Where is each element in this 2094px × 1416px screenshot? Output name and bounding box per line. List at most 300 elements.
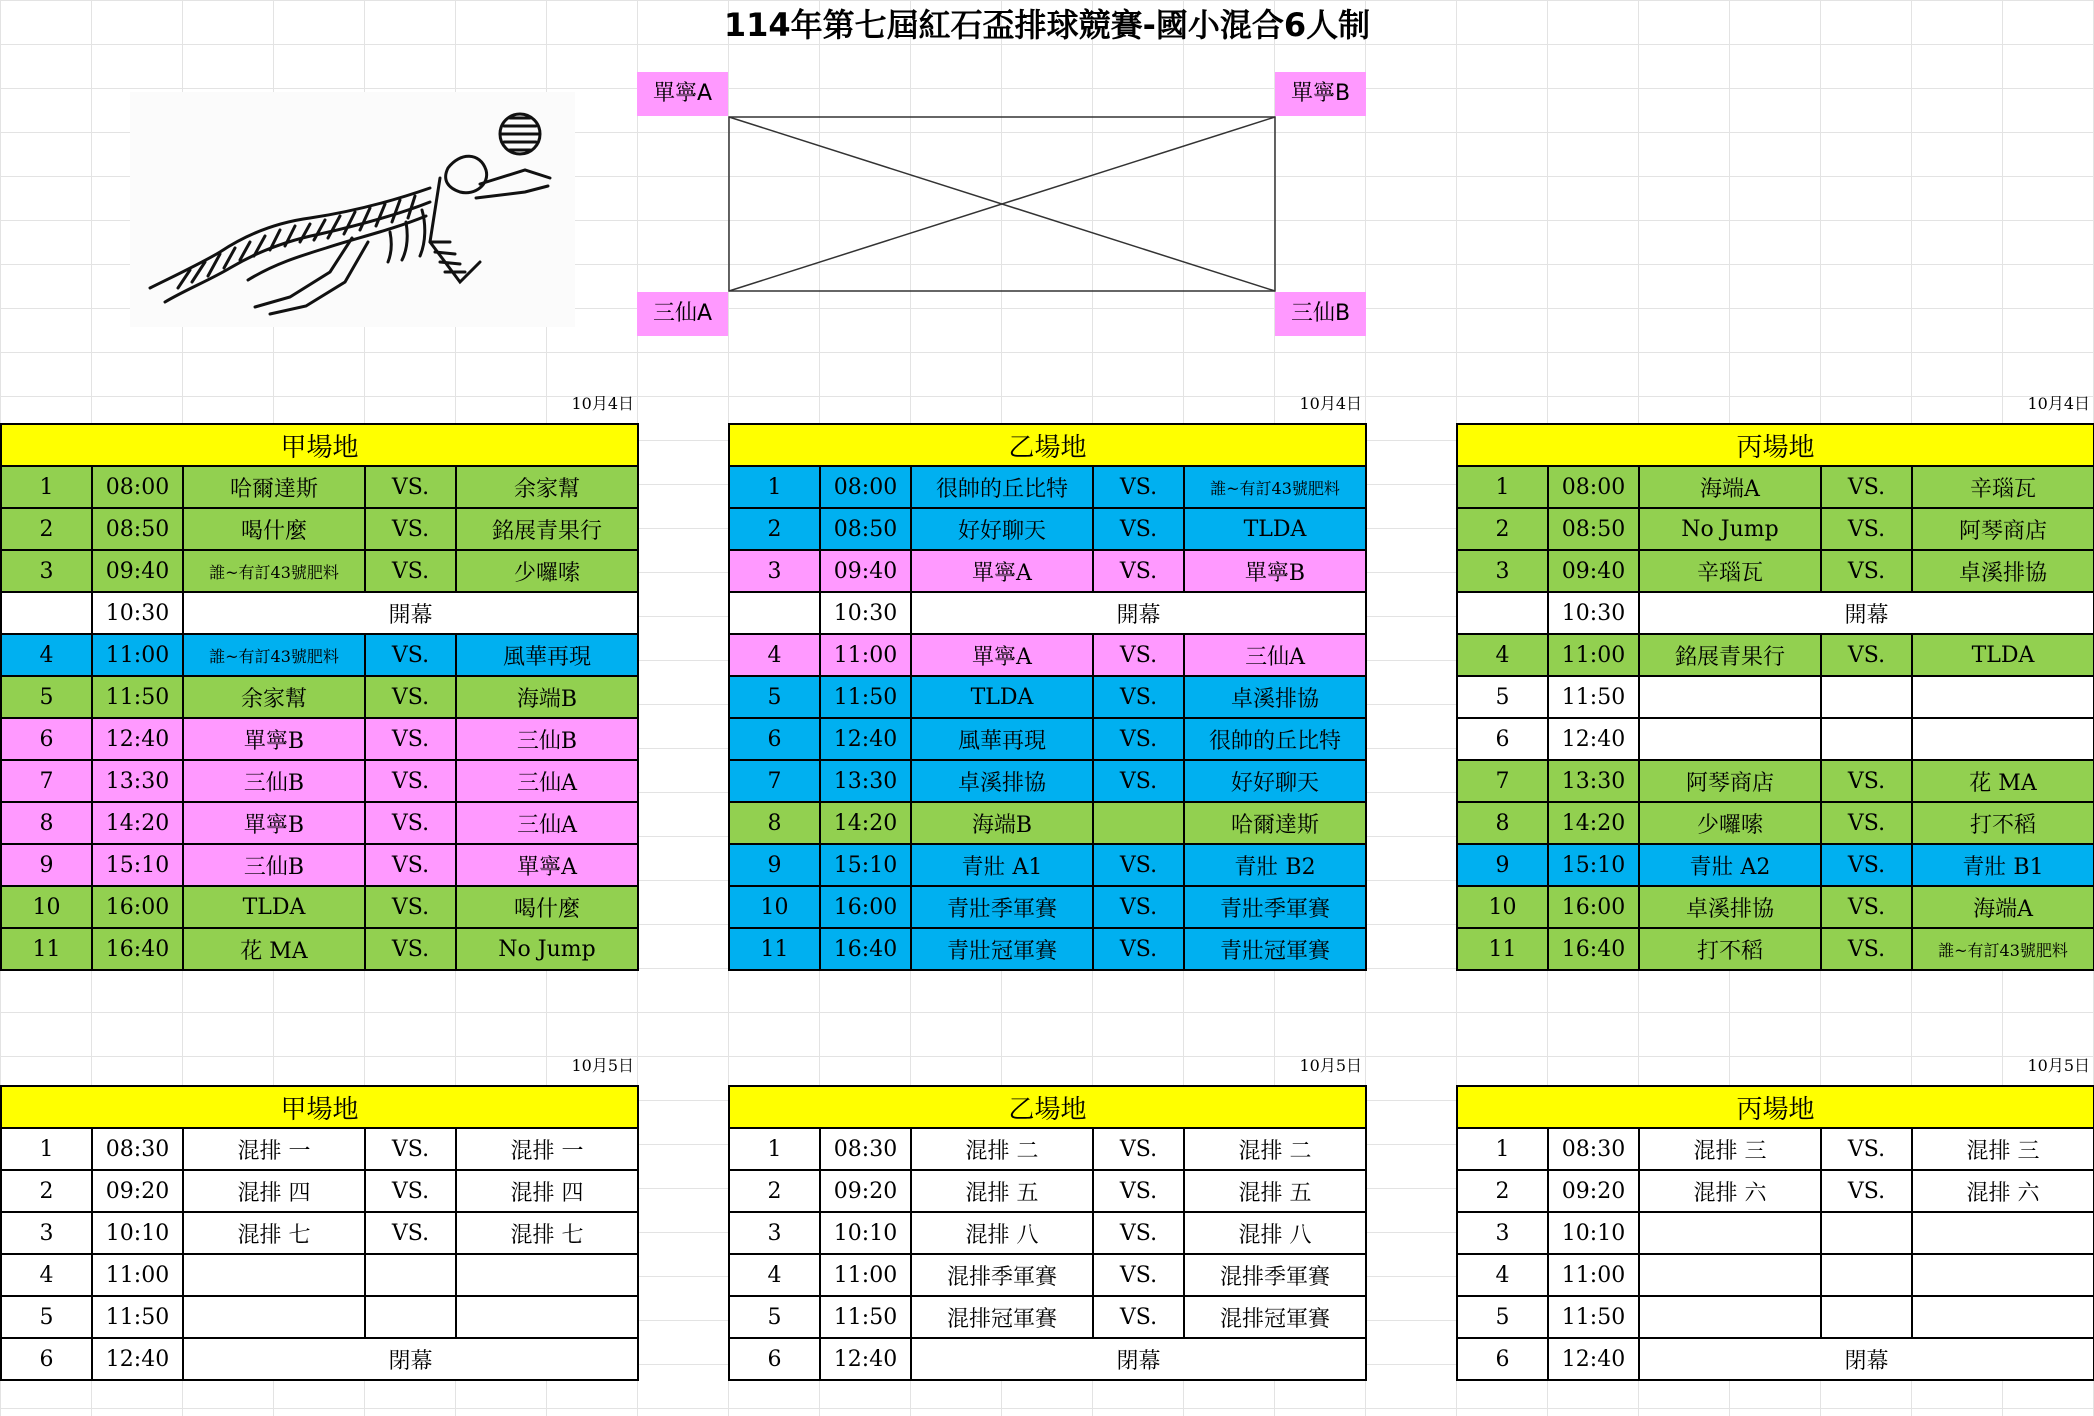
venue-title: 丙場地 [1457,1086,2094,1128]
match-row [1457,1338,2094,1380]
match-number: 2 [729,508,820,550]
match-time: 14:20 [92,802,183,844]
match-time: 16:00 [92,886,183,928]
match-number: 1 [1,466,92,508]
match-time: 13:30 [820,760,911,802]
match-row [1457,1296,2094,1338]
versus-label: VS. [365,1170,456,1212]
match-number: 1 [1457,466,1548,508]
versus-label: VS. [1821,760,1912,802]
versus-label: VS. [1093,1254,1184,1296]
team-a: 混排季軍賽 [911,1254,1093,1296]
team-b: 花 MA [1912,760,2094,802]
team-b: 哈爾達斯 [1184,802,1366,844]
match-number: 2 [1,508,92,550]
versus-label: VS. [1093,1212,1184,1254]
match-row [729,844,1366,886]
match-number [729,592,820,634]
match-time: 08:00 [92,466,183,508]
match-time: 12:40 [1548,1338,1639,1380]
volleyball-player-icon [130,92,575,327]
team-a: 很帥的丘比特 [911,466,1093,508]
match-time: 15:10 [1548,844,1639,886]
match-row [1,1128,638,1170]
match-number: 1 [1,1128,92,1170]
team-b [1912,1296,2094,1338]
venue-header-row [1,1086,638,1128]
day1-court-3-schedule-table [1456,423,2094,971]
team-a [1639,1254,1821,1296]
team-b: 青壯 B2 [1184,844,1366,886]
venue-header-row [1457,424,2094,466]
team-b [1912,718,2094,760]
match-number: 2 [1,1170,92,1212]
match-number [1,592,92,634]
versus-label: VS. [1821,844,1912,886]
match-time: 16:00 [1548,886,1639,928]
match-number: 9 [1457,844,1548,886]
match-number: 4 [1,1254,92,1296]
match-row [1457,550,2094,592]
match-time: 15:10 [92,844,183,886]
ceremony-label: 開幕 [1639,592,2094,634]
round-robin-bracket-diagram [728,116,1276,292]
team-a: 單寧B [183,802,365,844]
team-a [1639,718,1821,760]
match-row [729,1254,1366,1296]
venue-header-row [1457,1086,2094,1128]
match-number: 6 [729,718,820,760]
team-a: 辛瑙瓦 [1639,550,1821,592]
match-row [1457,760,2094,802]
versus-label: VS. [1093,676,1184,718]
date-label-day1-court1: 10月4日 [571,394,634,413]
team-a: 海端B [911,802,1093,844]
team-a: 銘展青果行 [1639,634,1821,676]
match-number: 10 [729,886,820,928]
match-number: 3 [1,1212,92,1254]
versus-label: VS. [1093,928,1184,970]
team-a: 三仙B [183,760,365,802]
team-a: 混排 五 [911,1170,1093,1212]
match-time: 09:40 [92,550,183,592]
match-row [1,928,638,970]
bracket-team-top-right: 單寧B [1275,72,1366,116]
team-a: 混排冠軍賽 [911,1296,1093,1338]
match-time: 11:50 [820,676,911,718]
team-a: 青壯冠軍賽 [911,928,1093,970]
match-row [1,802,638,844]
team-b: 混排 六 [1912,1170,2094,1212]
match-time: 11:00 [820,1254,911,1296]
versus-label: VS. [365,1128,456,1170]
team-a: 單寧B [183,718,365,760]
team-b: 三仙B [456,718,638,760]
venue-title: 乙場地 [729,424,1366,466]
team-b: 青壯季軍賽 [1184,886,1366,928]
match-time: 08:30 [92,1128,183,1170]
bracket-team-bottom-left: 三仙A [637,292,728,336]
versus-label: VS. [1821,1170,1912,1212]
versus-label: VS. [1093,886,1184,928]
match-row [1,508,638,550]
match-number: 1 [1457,1128,1548,1170]
team-b: 混排季軍賽 [1184,1254,1366,1296]
match-row [1,550,638,592]
team-b: 喝什麼 [456,886,638,928]
team-a: 哈爾達斯 [183,466,365,508]
team-a: 混排 一 [183,1128,365,1170]
team-b: 少囉嗦 [456,550,638,592]
team-b: 混排冠軍賽 [1184,1296,1366,1338]
team-a: 少囉嗦 [1639,802,1821,844]
match-row [1457,466,2094,508]
match-row [729,928,1366,970]
team-b [1912,1212,2094,1254]
ceremony-label: 開幕 [911,592,1366,634]
match-number: 2 [729,1170,820,1212]
team-a: 風華再現 [911,718,1093,760]
match-row [729,634,1366,676]
date-label-day1-court2: 10月4日 [1299,394,1362,413]
match-number: 7 [1,760,92,802]
versus-label [1821,676,1912,718]
match-time: 11:50 [92,1296,183,1338]
match-row [729,676,1366,718]
team-a: 三仙B [183,844,365,886]
day2-court-1-schedule-table [0,1085,639,1381]
match-number: 5 [1457,1296,1548,1338]
match-time: 11:00 [1548,634,1639,676]
match-number: 3 [729,1212,820,1254]
versus-label: VS. [1821,466,1912,508]
match-number: 3 [1457,1212,1548,1254]
match-time: 09:20 [92,1170,183,1212]
match-row [729,466,1366,508]
match-time: 16:40 [1548,928,1639,970]
team-a [1639,676,1821,718]
match-number: 3 [1457,550,1548,592]
match-number: 8 [1457,802,1548,844]
match-row [1457,1254,2094,1296]
team-b: 混排 五 [1184,1170,1366,1212]
team-b: 打不稻 [1912,802,2094,844]
match-number: 6 [729,1338,820,1380]
match-time: 09:40 [820,550,911,592]
match-time: 11:00 [1548,1254,1639,1296]
team-a: 混排 二 [911,1128,1093,1170]
match-row [1457,592,2094,634]
match-number: 9 [1,844,92,886]
match-row [1,844,638,886]
versus-label: VS. [1093,1128,1184,1170]
match-number: 5 [1,1296,92,1338]
versus-label: VS. [1093,844,1184,886]
match-time: 11:50 [1548,1296,1639,1338]
venue-title: 甲場地 [1,1086,638,1128]
team-a: 花 MA [183,928,365,970]
match-time: 12:40 [92,1338,183,1380]
versus-label [1821,718,1912,760]
versus-label: VS. [1821,802,1912,844]
venue-title: 丙場地 [1457,424,2094,466]
match-row [1,1170,638,1212]
venue-title: 甲場地 [1,424,638,466]
versus-label [365,1254,456,1296]
match-number: 4 [729,1254,820,1296]
date-label-day2-court2: 10月5日 [1299,1056,1362,1075]
match-time: 16:00 [820,886,911,928]
versus-label: VS. [365,928,456,970]
date-label-day2-court3: 10月5日 [2027,1056,2090,1075]
versus-label [1821,1296,1912,1338]
bracket-team-top-left: 單寧A [637,72,728,116]
venue-header-row [1,424,638,466]
match-number: 6 [1,1338,92,1380]
team-b: TLDA [1912,634,2094,676]
team-a: 單寧A [911,634,1093,676]
match-number: 4 [729,634,820,676]
versus-label [365,1296,456,1338]
match-number: 5 [729,676,820,718]
ceremony-label: 閉幕 [183,1338,638,1380]
match-row [1,760,638,802]
team-b: 三仙A [456,802,638,844]
team-b: 青壯冠軍賽 [1184,928,1366,970]
match-row [1457,1212,2094,1254]
match-number: 6 [1457,718,1548,760]
match-row [1457,676,2094,718]
versus-label: VS. [1093,508,1184,550]
match-row [729,1170,1366,1212]
match-row [1,1338,638,1380]
match-row [729,760,1366,802]
match-time: 10:10 [1548,1212,1639,1254]
match-number: 4 [1457,634,1548,676]
team-b: 誰~有訂43號肥料 [1184,466,1366,508]
team-b: 混排 一 [456,1128,638,1170]
versus-label: VS. [1093,1296,1184,1338]
match-time: 09:20 [820,1170,911,1212]
day1-court-2-schedule-table [728,423,1367,971]
versus-label: VS. [1821,1128,1912,1170]
match-number: 1 [729,1128,820,1170]
team-b [1912,1254,2094,1296]
match-row [729,1128,1366,1170]
match-row [1457,718,2094,760]
team-b: 混排 八 [1184,1212,1366,1254]
venue-title: 乙場地 [729,1086,1366,1128]
match-time: 10:30 [92,592,183,634]
match-row [1457,928,2094,970]
team-b: 單寧A [456,844,638,886]
match-row [729,508,1366,550]
match-time: 12:40 [1548,718,1639,760]
team-b: 三仙A [1184,634,1366,676]
versus-label [1821,1212,1912,1254]
match-number: 6 [1,718,92,760]
versus-label: VS. [1821,550,1912,592]
match-time: 14:20 [820,802,911,844]
versus-label: VS. [1821,886,1912,928]
match-time: 11:50 [1548,676,1639,718]
versus-label: VS. [365,1212,456,1254]
team-b: 好好聊天 [1184,760,1366,802]
team-a [1639,1296,1821,1338]
team-b: 風華再現 [456,634,638,676]
match-number: 4 [1,634,92,676]
day2-court-2-schedule-table [728,1085,1367,1381]
match-row [729,1296,1366,1338]
team-b: 辛瑙瓦 [1912,466,2094,508]
match-time: 13:30 [1548,760,1639,802]
team-a: TLDA [183,886,365,928]
bracket-team-bottom-right: 三仙B [1275,292,1366,336]
match-number: 10 [1,886,92,928]
match-time: 09:20 [1548,1170,1639,1212]
match-time: 10:10 [820,1212,911,1254]
versus-label: VS. [365,718,456,760]
team-b [456,1296,638,1338]
match-time: 10:30 [820,592,911,634]
versus-label: VS. [1093,760,1184,802]
match-row [1,466,638,508]
match-number: 3 [729,550,820,592]
match-number: 7 [1457,760,1548,802]
day2-court-3-schedule-table [1456,1085,2094,1381]
match-time: 12:40 [820,718,911,760]
match-row [729,550,1366,592]
match-number: 5 [729,1296,820,1338]
versus-label: VS. [365,676,456,718]
match-time: 16:40 [92,928,183,970]
page-title: 114年第七屆紅石盃排球競賽-國小混合6人制 [723,6,1371,44]
team-a: 喝什麼 [183,508,365,550]
match-number: 2 [1457,508,1548,550]
team-a: 混排 六 [1639,1170,1821,1212]
team-a: 單寧A [911,550,1093,592]
venue-header-row [729,424,1366,466]
versus-label: VS. [365,466,456,508]
versus-label: VS. [365,886,456,928]
team-b: 混排 七 [456,1212,638,1254]
team-a: 混排 四 [183,1170,365,1212]
match-time: 08:50 [92,508,183,550]
versus-label: VS. [1093,466,1184,508]
team-a: 余家幫 [183,676,365,718]
match-time: 12:40 [92,718,183,760]
versus-label: VS. [1821,508,1912,550]
team-a: 誰~有訂43號肥料 [183,634,365,676]
team-b: 很帥的丘比特 [1184,718,1366,760]
match-number: 1 [729,466,820,508]
team-a: 好好聊天 [911,508,1093,550]
team-b: 混排 二 [1184,1128,1366,1170]
match-row [729,718,1366,760]
match-time: 08:00 [1548,466,1639,508]
match-number: 8 [729,802,820,844]
date-label-day2-court1: 10月5日 [571,1056,634,1075]
match-number: 3 [1,550,92,592]
versus-label: VS. [365,550,456,592]
team-a: TLDA [911,676,1093,718]
match-row [1,1254,638,1296]
match-number: 8 [1,802,92,844]
versus-label: VS. [1093,718,1184,760]
versus-label: VS. [1093,634,1184,676]
match-row [729,592,1366,634]
versus-label: VS. [1093,550,1184,592]
match-number: 9 [729,844,820,886]
match-number: 10 [1457,886,1548,928]
match-time: 08:50 [820,508,911,550]
team-b: 銘展青果行 [456,508,638,550]
team-a [183,1296,365,1338]
team-b: 混排 三 [1912,1128,2094,1170]
match-time: 16:40 [820,928,911,970]
team-b [1912,676,2094,718]
match-number: 5 [1457,676,1548,718]
team-a: 混排 七 [183,1212,365,1254]
match-number: 11 [729,928,820,970]
match-row [729,886,1366,928]
match-row [1457,634,2094,676]
match-time: 11:00 [820,634,911,676]
team-b: 三仙A [456,760,638,802]
team-b: 海端B [456,676,638,718]
match-time: 11:00 [92,634,183,676]
team-a: 混排 三 [1639,1128,1821,1170]
match-number: 11 [1457,928,1548,970]
match-row [1457,802,2094,844]
team-a: 青壯 A2 [1639,844,1821,886]
team-b: 余家幫 [456,466,638,508]
team-a: 海端A [1639,466,1821,508]
team-b: No Jump [456,928,638,970]
match-number: 2 [1457,1170,1548,1212]
match-time: 10:30 [1548,592,1639,634]
match-row [729,1212,1366,1254]
team-a: 卓溪排協 [1639,886,1821,928]
team-b: 海端A [1912,886,2094,928]
team-a: 卓溪排協 [911,760,1093,802]
ceremony-label: 開幕 [183,592,638,634]
match-row [1457,1170,2094,1212]
match-time: 10:10 [92,1212,183,1254]
match-time: 09:40 [1548,550,1639,592]
match-number: 6 [1457,1338,1548,1380]
versus-label: VS. [365,508,456,550]
match-row [1457,844,2094,886]
match-time: 13:30 [92,760,183,802]
versus-label: VS. [1821,634,1912,676]
match-time: 08:00 [820,466,911,508]
match-number: 5 [1,676,92,718]
match-row [1457,1128,2094,1170]
team-b: 誰~有訂43號肥料 [1912,928,2094,970]
team-a [1639,1212,1821,1254]
match-number [1457,592,1548,634]
versus-label: VS. [365,802,456,844]
venue-header-row [729,1086,1366,1128]
versus-label [1093,802,1184,844]
match-number: 11 [1,928,92,970]
volleyball-player-illustration [130,92,575,327]
ceremony-label: 閉幕 [911,1338,1366,1380]
match-row [1457,886,2094,928]
match-row [1,592,638,634]
day1-court-1-schedule-table [0,423,639,971]
